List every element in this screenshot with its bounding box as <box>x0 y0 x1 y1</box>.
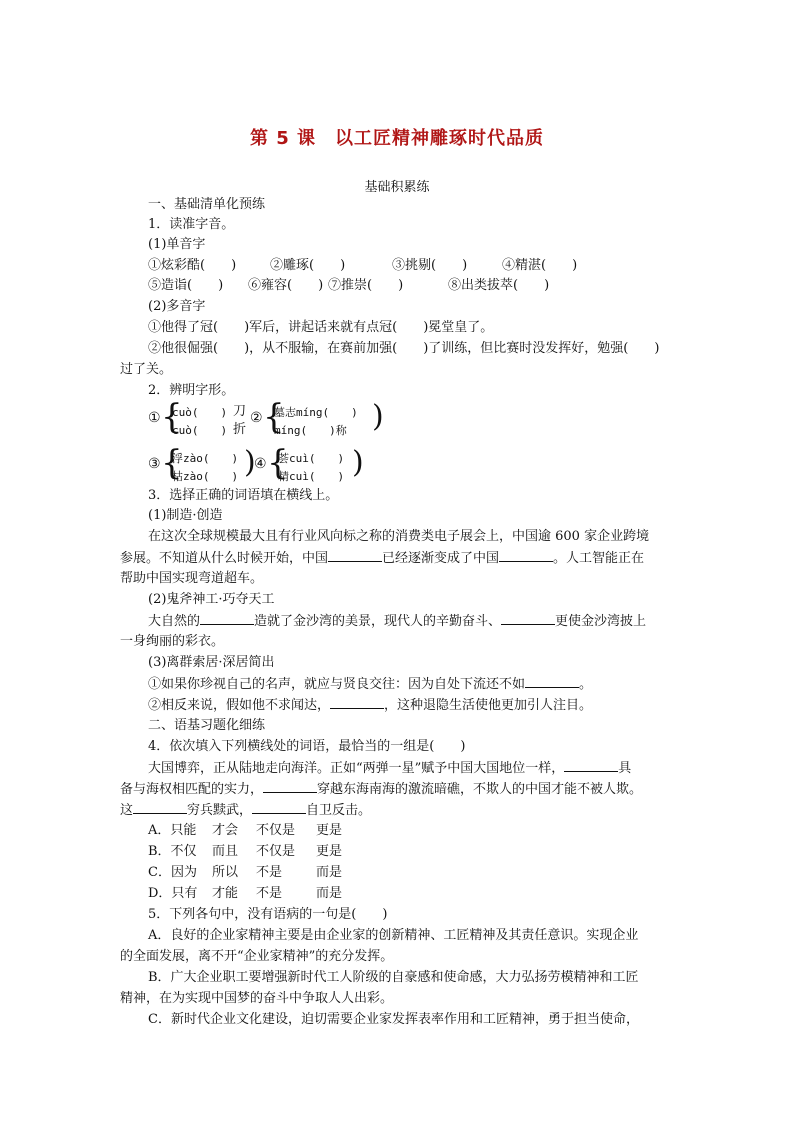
q3-p1a: 在这次全球规模最大且有行业风向标之称的消费类电子展会上，中国逾 600 家企业跨境 <box>148 529 650 544</box>
option-word: 不是 <box>256 886 283 901</box>
circle-4-label: ④ <box>254 456 267 472</box>
q1-item: ①炫彩酷( ) <box>148 258 237 273</box>
q1-item: ②雕琢( ) <box>270 258 346 273</box>
blank-line[interactable] <box>499 549 553 562</box>
q1-row1 <box>148 257 577 275</box>
q4-p1-text1: 大国博弈，正从陆地走向海洋。正如“两弹一星”赋予中国大国地位一样， <box>148 761 565 776</box>
option-word: 而是 <box>316 886 343 901</box>
q5-option-c-line1[interactable]: C．新时代企业文化建设，迫切需要企业家发挥表率作用和工匠精神，勇于担当使命， <box>148 1012 639 1027</box>
option-word: D．只有 <box>148 886 198 901</box>
q3-p2a <box>148 612 646 631</box>
option-word: 更是 <box>316 844 343 859</box>
q1-line3: 过了关。 <box>120 362 173 377</box>
q4-option-b[interactable] <box>148 843 342 861</box>
q5-option-b-line1[interactable]: B．广大企业职工要增强新时代工人阶级的自豪感和使命感，大力弘扬劳模精神和工匠 <box>148 970 639 985</box>
section-heading: 基础积累练 <box>364 180 430 195</box>
blank-line[interactable] <box>263 780 317 793</box>
q4-p3-text2: 穷兵黩武， <box>187 803 253 818</box>
blank-line[interactable] <box>501 612 555 625</box>
question-2-head: 2．辨明字形。 <box>148 383 235 398</box>
circle-1-label: ① <box>148 410 161 426</box>
circle-3-label: ③ <box>148 456 161 472</box>
q2-d1: 荟cuì( ) <box>278 452 345 465</box>
q5-option-b-line2: 精神，在为实现中国梦的奋斗中争取人人出彩。 <box>120 991 394 1006</box>
q1-sub1: (1)单音字 <box>148 237 206 252</box>
option-word: B．不仅 <box>148 844 197 859</box>
part-heading-2: 二、语基习题化细练 <box>148 718 266 733</box>
option-word: A．只能 <box>148 823 197 838</box>
q2-c2: 枯zào( ) <box>172 470 239 483</box>
q4-option-c[interactable] <box>148 864 342 882</box>
q3-p3b <box>148 696 592 715</box>
blank-line[interactable] <box>525 675 579 688</box>
q3-p2a-text1: 大自然的 <box>148 614 201 629</box>
q3-sub2: (2)鬼斧神工·巧夺天工 <box>148 592 275 607</box>
option-word: 才会 <box>212 823 239 838</box>
option-word: 而且 <box>212 844 239 859</box>
lesson-title: 第 5 课 以工匠精神雕琢时代品质 <box>249 128 545 149</box>
question-4-head: 4．依次填入下列横线处的词语，最恰当的一组是( ) <box>148 739 466 754</box>
q3-p3b-text2: ，这种退隐生活使他更加引人注目。 <box>384 698 593 713</box>
question-5-head: 5．下列各句中，没有语病的一句是( ) <box>148 907 388 922</box>
q2-b1: 墓志míng( ) <box>274 406 358 419</box>
right-paren-icon: ) <box>352 445 364 480</box>
q4-option-a[interactable] <box>148 822 342 840</box>
q4-option-d[interactable] <box>148 885 342 903</box>
left-brace-icon: { <box>161 397 183 437</box>
q1-item: ④精湛( ) <box>502 258 578 273</box>
option-word: 不仅是 <box>256 844 296 859</box>
q4-p3 <box>120 801 371 820</box>
q3-p3a-text2: 。 <box>579 677 593 692</box>
blank-line[interactable] <box>252 801 306 814</box>
q4-p2-text2: 穿越东海南海的激流暗礁，不欺人的中国才能不被人欺。 <box>317 782 643 797</box>
left-brace-icon: { <box>267 443 289 483</box>
circle-2-label: ② <box>250 410 263 426</box>
q2-aw2: 折 <box>233 422 247 437</box>
q3-p1b <box>120 549 644 568</box>
option-word: 才能 <box>212 886 239 901</box>
q4-p2-text1: 备与海权相匹配的实力， <box>120 782 264 797</box>
option-word: 不是 <box>256 865 283 880</box>
q2-a2: cuò( ) <box>172 424 228 437</box>
q3-p1b-text3: 。人工智能正在 <box>553 551 645 566</box>
q1-sub2: (2)多音字 <box>148 299 206 314</box>
q1-item: ⑥雍容( ) <box>248 278 324 293</box>
q2-b2: míng( )称 <box>274 424 347 437</box>
question-3-head: 3．选择正确的词语填在横线上。 <box>148 488 339 503</box>
q3-p1c: 帮助中国实现弯道超车。 <box>120 571 264 586</box>
blank-line[interactable] <box>133 801 187 814</box>
q1-row2 <box>148 277 549 295</box>
q3-sub3: (3)离群索居·深居简出 <box>148 655 275 670</box>
q4-p3-text1: 这 <box>120 803 134 818</box>
option-word: C．因为 <box>148 865 197 880</box>
q3-p3a <box>148 675 592 694</box>
q1-item: ③挑剔( ) <box>392 258 468 273</box>
option-word: 而是 <box>316 865 343 880</box>
question-1-head: 1．读准字音。 <box>148 217 235 232</box>
q3-p3a-text1: ①如果你珍视自己的名声，就应与贤良交往：因为自处下流还不如 <box>148 677 526 692</box>
option-word: 更是 <box>316 823 343 838</box>
q5-option-a-line1[interactable]: A．良好的企业家精神主要是由企业家的创新精神、工匠精神及其责任意识。实现企业 <box>148 928 639 943</box>
q4-p1 <box>148 759 631 778</box>
q2-a1: cuò( ) <box>172 406 228 419</box>
q3-p2a-text3: 更使金沙湾披上 <box>555 614 647 629</box>
q3-p2b: 一身绚丽的彩衣。 <box>120 634 225 649</box>
q2-aw1: 刀 <box>233 404 247 419</box>
q1-item: ⑤造诣( ) <box>148 278 224 293</box>
q1-line1: ①他得了冠( )军后，讲起话来就有点冠( )冕堂皇了。 <box>148 320 494 335</box>
q5-option-a-line2: 的全面发展，离不开“企业家精神”的充分发挥。 <box>120 949 394 964</box>
q3-p1b-text2: 已经逐渐变成了中国 <box>382 551 500 566</box>
q3-p1b-text1: 参展。不知道从什么时候开始，中国 <box>120 551 329 566</box>
blank-line[interactable] <box>200 612 254 625</box>
q1-line2: ②他很倔强( )，从不服输，在赛前加强( )了训练，但比赛时没发挥好，勉强( ) <box>148 341 660 356</box>
right-paren-icon: ) <box>244 445 256 480</box>
option-word: 不仅是 <box>256 823 296 838</box>
right-paren-icon: ) <box>372 399 384 434</box>
q4-p3-text3: 自卫反击。 <box>306 803 372 818</box>
blank-line[interactable] <box>564 759 618 772</box>
left-brace-icon: { <box>263 397 285 437</box>
option-word: 所以 <box>212 865 239 880</box>
left-brace-icon: { <box>161 443 183 483</box>
q3-p3b-text1: ②相反来说，假如他不求闻达， <box>148 698 331 713</box>
q1-item: ⑧出类拔萃( ) <box>448 278 550 293</box>
q1-item: ⑦推崇( ) <box>328 278 404 293</box>
part-heading-1: 一、基础清单化预练 <box>148 197 266 212</box>
q4-p2 <box>120 780 642 799</box>
q4-p1-text2: 具 <box>618 761 632 776</box>
q3-sub1: (1)制造·创造 <box>148 508 223 523</box>
blank-line[interactable] <box>328 549 382 562</box>
q2-d2: 精cuì( ) <box>278 470 345 483</box>
q3-p2a-text2: 造就了金沙湾的美景，现代人的辛勤奋斗、 <box>254 614 502 629</box>
blank-line[interactable] <box>330 696 384 709</box>
q2-c1: 浮zào( ) <box>172 452 239 465</box>
